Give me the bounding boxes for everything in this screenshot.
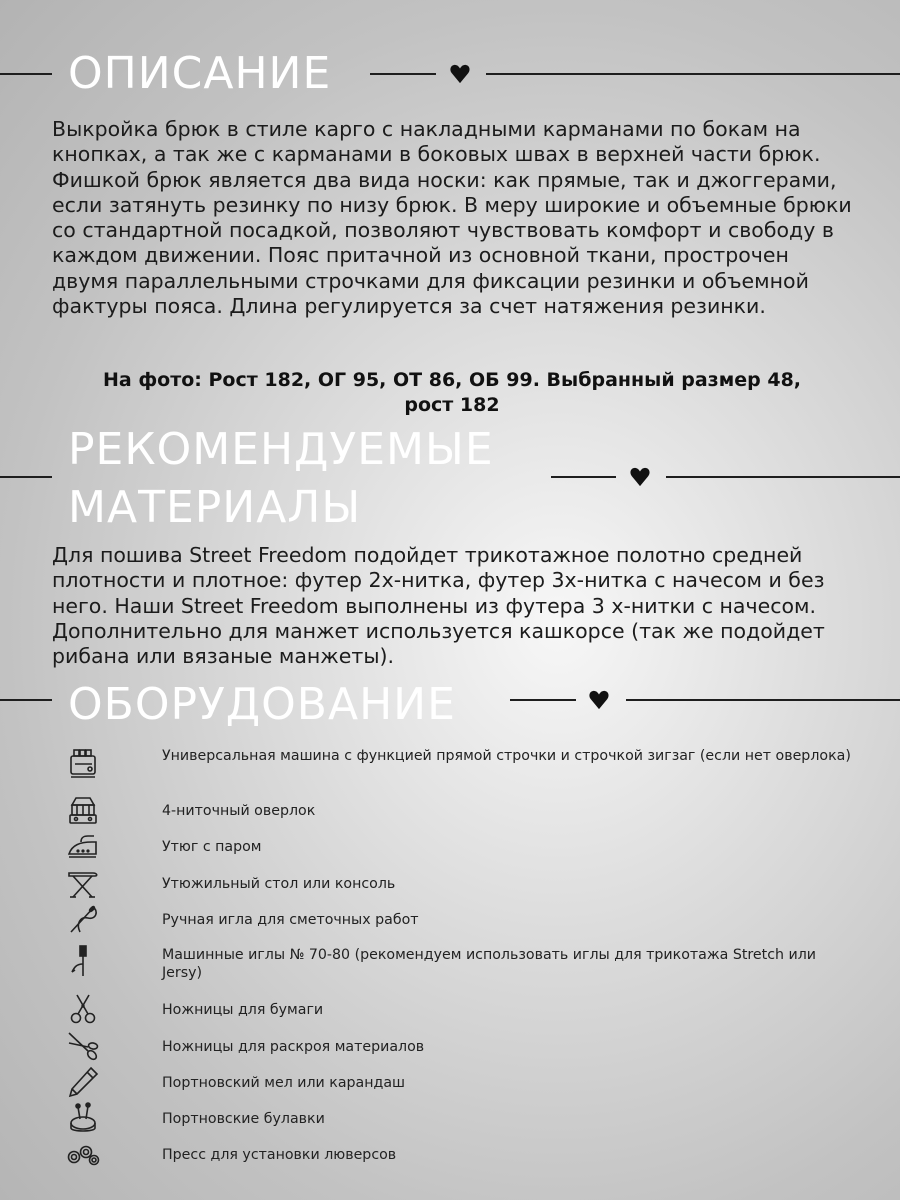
- equipment-label: Машинные иглы № 70-80 (рекомендуем использовать иглы для трикотажа Stretch или Jersy): [162, 947, 817, 981]
- photo-note: [52, 368, 852, 418]
- divider-line: [666, 476, 900, 478]
- iron-icon: [66, 829, 100, 863]
- paper-scissors-icon: [66, 992, 100, 1026]
- heart-icon: [588, 689, 610, 711]
- divider-line: [510, 699, 576, 701]
- machine-needle-icon: [66, 944, 100, 978]
- equipment-label: Утюжильный стол или консоль: [162, 876, 396, 892]
- description-text: Выкройка брюк в стиле карго с накладными карманами по бокам на кнопках, а так же с карманами в боковых швах в верхней части брюк. Фишкой брюк является два вида носки: как прямые, так и джоггерами, если затянуть резинку по низу брюк. В меру широкие и объемные брюки со стандартной посадкой, позволяют чувствовать комфорт и свободу в каждом движении. Пояс притачной из основной ткани, прострочен двумя параллельными строчками для фиксации резинки и объемной фактуры пояса. Длина регулируется за счет натяжения резинки.: [52, 117, 852, 319]
- equipment-label: Универсальная машина с функцией прямой строчки и строчкой зигзаг (если нет оверлока): [162, 748, 851, 764]
- equipment-label: Портновские булавки: [162, 1111, 325, 1127]
- section-title-description: ОПИСАНИЕ: [68, 48, 332, 99]
- chalk-pencil-icon: [66, 1065, 100, 1099]
- overlock-icon: [66, 793, 100, 827]
- equipment-label: Утюг с паром: [162, 839, 262, 855]
- sewing-machine-icon: [66, 746, 100, 780]
- divider-line: [0, 699, 52, 701]
- section-title-equipment: ОБОРУДОВАНИЕ: [68, 679, 456, 730]
- divider-line: [0, 73, 52, 75]
- heart-icon: [629, 466, 651, 488]
- heart-icon: [449, 63, 471, 85]
- equipment-label: Портновский мел или карандаш: [162, 1075, 406, 1091]
- materials-text: Для пошива Street Freedom подойдет трикотажное полотно средней плотности и плотное: футер 2х-нитка, футер 3х-нитка с начесом и без него. Наши Street Freedom выполнены из футера 3 х-нитки с начесом. Дополнительно для манжет используется кашкорсе (так же подойдет рибана или вязаные манжеты).: [52, 543, 825, 669]
- ironing-board-icon: [66, 866, 100, 900]
- divider-line: [0, 476, 52, 478]
- divider-line: [486, 73, 900, 75]
- section-title-materials-line2: МАТЕРИАЛЫ: [68, 482, 362, 533]
- divider-line: [626, 699, 900, 701]
- equipment-label: Ножницы для бумаги: [162, 1002, 324, 1018]
- divider-line: [370, 73, 436, 75]
- equipment-label: Ручная игла для сметочных работ: [162, 912, 419, 928]
- equipment-label: Пресс для установки люверсов: [162, 1147, 397, 1163]
- photo-note-line2: рост 182: [404, 394, 500, 416]
- equipment-label: 4-ниточный оверлок: [162, 803, 316, 819]
- hand-needle-icon: [66, 902, 100, 936]
- divider-line: [551, 476, 616, 478]
- section-title-materials-line1: РЕКОМЕНДУЕМЫЕ: [68, 424, 494, 475]
- pins-icon: [66, 1101, 100, 1135]
- equipment-label: Ножницы для раскроя материалов: [162, 1039, 425, 1055]
- fabric-scissors-icon: [66, 1029, 100, 1063]
- grommet-press-icon: [66, 1137, 100, 1171]
- photo-note-line1: На фото: Рост 182, ОГ 95, ОТ 86, ОБ 99. Выбранный размер 48,: [102, 369, 802, 391]
